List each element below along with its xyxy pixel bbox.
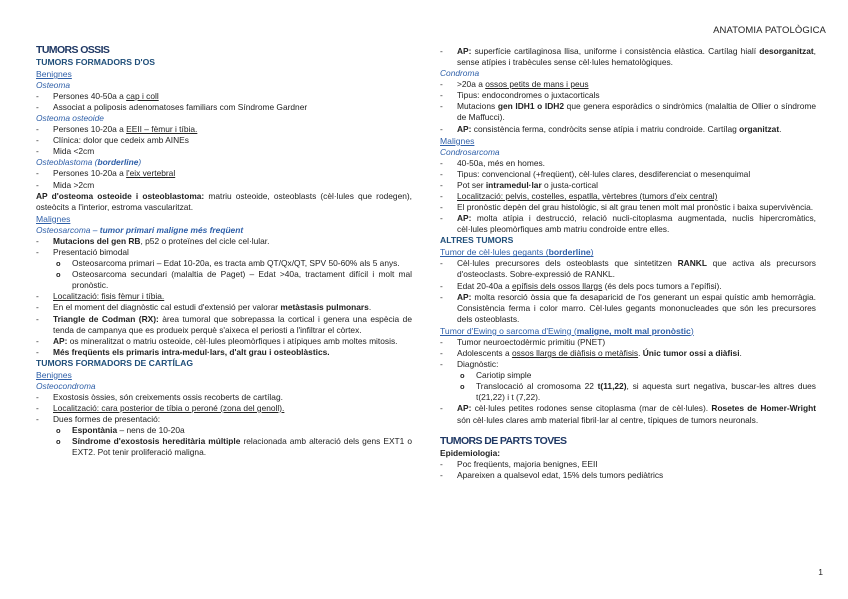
list-item: - Localització: fisis fèmur i tíbia.: [36, 291, 412, 302]
list-item: - El pronòstic depèn del grau histològic, si alt grau tenen molt mal pronòstic i baixa supervivència.: [440, 202, 816, 213]
heading-osteocondroma: Osteocondroma: [36, 380, 96, 391]
list-item: - AP: os mineralitzat o matriu osteoide, cèl·lules pleomòrfiques i atípiques amb moltes mitosis.: [36, 336, 412, 347]
heading-formadors-cartilag: TUMORS FORMADORS DE CARTÍLAG: [36, 357, 194, 368]
list-item: - Pot ser intramedul·lar o justa-cortical: [440, 180, 816, 191]
heading-osteosarcoma: Osteosarcoma – tumor primari maligne més freqüent: [36, 224, 244, 235]
sub-list-item: o Osteosarcoma primari – Edat 10-20a, es tracta amb QT/Qx/QT, SPV 50-60% als 5 anys.: [36, 258, 412, 269]
list-item: - AP: consistència ferma, condròcits sense atípia i matriu condroide. Cartílag organitzat.: [440, 124, 816, 135]
list-item: - Dues formes de presentació:: [36, 414, 412, 425]
sub-list-item: o Cariotip simple: [440, 370, 816, 381]
list-item: - AP: molta resorció òssia que fa desaparicid de l'os generant un espai quístic amb hemorràgia. Consistència ferma i color marro. Cèl·lules gegants mononucleades que són les precursores dels osteoblasts.: [440, 292, 816, 325]
page-number: 1: [818, 567, 823, 577]
list-item: - Exostosis òssies, són creixements ossis recoberts de cartílag.: [36, 392, 412, 403]
heading-malignes: Malignes: [36, 213, 71, 224]
list-item: - Triangle de Codman (RX): àrea tumoral que sobrepassa la cortical i genera una espècia de tenda de campanya que es produeix perquè s'aixeca el periosti a l'infiltrar el còrtex.: [36, 314, 412, 336]
heading-benignes-2: Benignes: [36, 369, 72, 380]
running-header: ANATOMIA PATOLÒGICA: [713, 25, 826, 36]
sub-list-item: o Espontània – nens de 10-20a: [36, 425, 412, 436]
list-item: - Localització: pelvis, costelles, espatlla, vèrtebres (tumors d'eix central): [440, 191, 816, 202]
list-item: - AP: molta atípia i destrucció, relació nucli-citoplasma augmentada, nuclis hipercromàtics, cèl·lules pleomòrfiques amb matriu condroide entre elles.: [440, 213, 816, 235]
list-item: - Mutacions del gen RB, p52 o proteïnes del cicle cel·lular.: [36, 236, 412, 247]
list-item: - AP: superfície cartilaginosa llisa, uniforme i consistència elàstica. Cartílag hialí desorganitzat, sense atípies i trabècules sense cèl·lules hematològiques.: [440, 46, 816, 68]
list-item: - Tumor neuroectodèrmic primitiu (PNET): [440, 337, 816, 348]
list-item: - Mutacions gen IDH1 o IDH2 que genera esporàdics o sindròmics (malaltia de Ollier o síndrome de Maffucci).: [440, 101, 816, 123]
paragraph-ap-osteoma: AP d'osteoma osteoide i osteoblastoma: matriu osteoide, osteoblasts (cèl·lules que rodegen), osteòcits a l'interior, estroma vascularitzat.: [36, 190, 413, 212]
list-item: - Tipus: convencional (+freqüent), cèl·lules clares, desdiferenciat o mesenquimal: [440, 169, 816, 180]
heading-cellules-gegants: Tumor de cèl·lules gegants (borderline): [440, 247, 594, 258]
heading-epidemiologia: Epidemiologia:: [440, 447, 501, 458]
list-item: - Mida >2cm: [36, 180, 412, 191]
list-item: - En el moment del diagnòstic cal estudi d'extensió per valorar metàstasis pulmonars.: [36, 302, 412, 313]
heading-osteoma-osteoide: Osteoma osteoide: [36, 113, 104, 124]
sub-list-item: o Osteosarcoma secundari (malaltia de Paget) – Edat >40a, tractament difícil i molt mal pronòstic.: [36, 269, 412, 291]
section-title-tumors-ossis: TUMORS OSSIS: [36, 44, 110, 56]
list-item: - Tipus: endocondromes o juxtacorticals: [440, 90, 816, 101]
sub-list-item: o Síndrome d'exostosis hereditària múltiple relacionada amb alteració dels gens EXT1 o EXT2. Pot tenir proliferació maligna.: [36, 436, 412, 458]
list-item: - AP: cèl·lules petites rodones sense citoplasma (mar de cèl·lules). Rosetes de Homer-Wright són cèl·lules clares amb material fibril·lar al centre, típiques de tumors neuronals.: [440, 403, 816, 425]
list-item: - Diagnòstic:: [440, 359, 816, 370]
list-item: - Cèl·lules precursores dels osteoblasts que sintetitzen RANKL que activa als precursors d'osteoclasts. Sobre-expressió de RANKL.: [440, 258, 816, 280]
section-title-parts-toves: TUMORS DE PARTS TOVES: [440, 434, 567, 447]
list-item: - Persones 40-50a a cap i coll: [36, 91, 412, 102]
heading-osteoma: Osteoma: [36, 80, 70, 90]
list-item: - Clínica: dolor que cedeix amb AINEs: [36, 135, 412, 146]
list-item: - Apareixen a qualsevol edat, 15% dels tumors pediàtrics: [440, 470, 816, 481]
list-item: - 40-50a, més en homes.: [440, 158, 816, 169]
list-item: - Poc freqüents, majoria benignes, EEII: [440, 459, 816, 470]
left-column: [36, 44, 412, 458]
right-column: [440, 46, 816, 481]
heading-osteoblastoma: Osteoblastoma (borderline): [36, 157, 142, 168]
list-item: - Més freqüents els primaris intra-medul·lars, d'alt grau i osteoblàstics.: [36, 347, 412, 358]
heading-malignes-right: Malignes: [440, 135, 475, 146]
list-item: - >20a a ossos petits de mans i peus: [440, 79, 816, 90]
list-item: - Persones 10-20a a l'eix vertebral: [36, 168, 412, 179]
heading-altres-tumors: ALTRES TUMORS: [440, 235, 514, 246]
list-item: - Persones 10-20a a EEII – fèmur i tíbia.: [36, 124, 412, 135]
heading-benignes: Benignes: [36, 69, 72, 79]
list-item: - Associat a poliposis adenomatoses familiars com Síndrome Gardner: [36, 102, 412, 113]
heading-condroma: Condroma: [440, 68, 480, 79]
list-item: - Localització: cara posterior de tíbia o peroné (zona del genoll).: [36, 403, 412, 414]
list-item: - Presentació bimodal: [36, 247, 412, 258]
heading-formadors-os: TUMORS FORMADORS D'OS: [36, 57, 156, 67]
list-item: - Mida <2cm: [36, 146, 412, 157]
heading-condrosarcoma: Condrosarcoma: [440, 146, 500, 157]
sub-list-item: o Translocació al cromosoma 22 t(11,22), si aquesta surt negativa, buscar-les altres dues t(21,22) i t (7,22).: [440, 381, 816, 403]
list-item: - Edat 20-40a a epífisis dels ossos llargs (és dels pocs tumors a l'epífisi).: [440, 281, 816, 292]
heading-ewing: Tumor d'Ewing o sarcoma d'Ewing (maligne, molt mal pronòstic): [440, 325, 694, 336]
list-item: - Adolescents a ossos llargs de diàfisis o metàfisis. Únic tumor ossi a diàfisi.: [440, 348, 816, 359]
